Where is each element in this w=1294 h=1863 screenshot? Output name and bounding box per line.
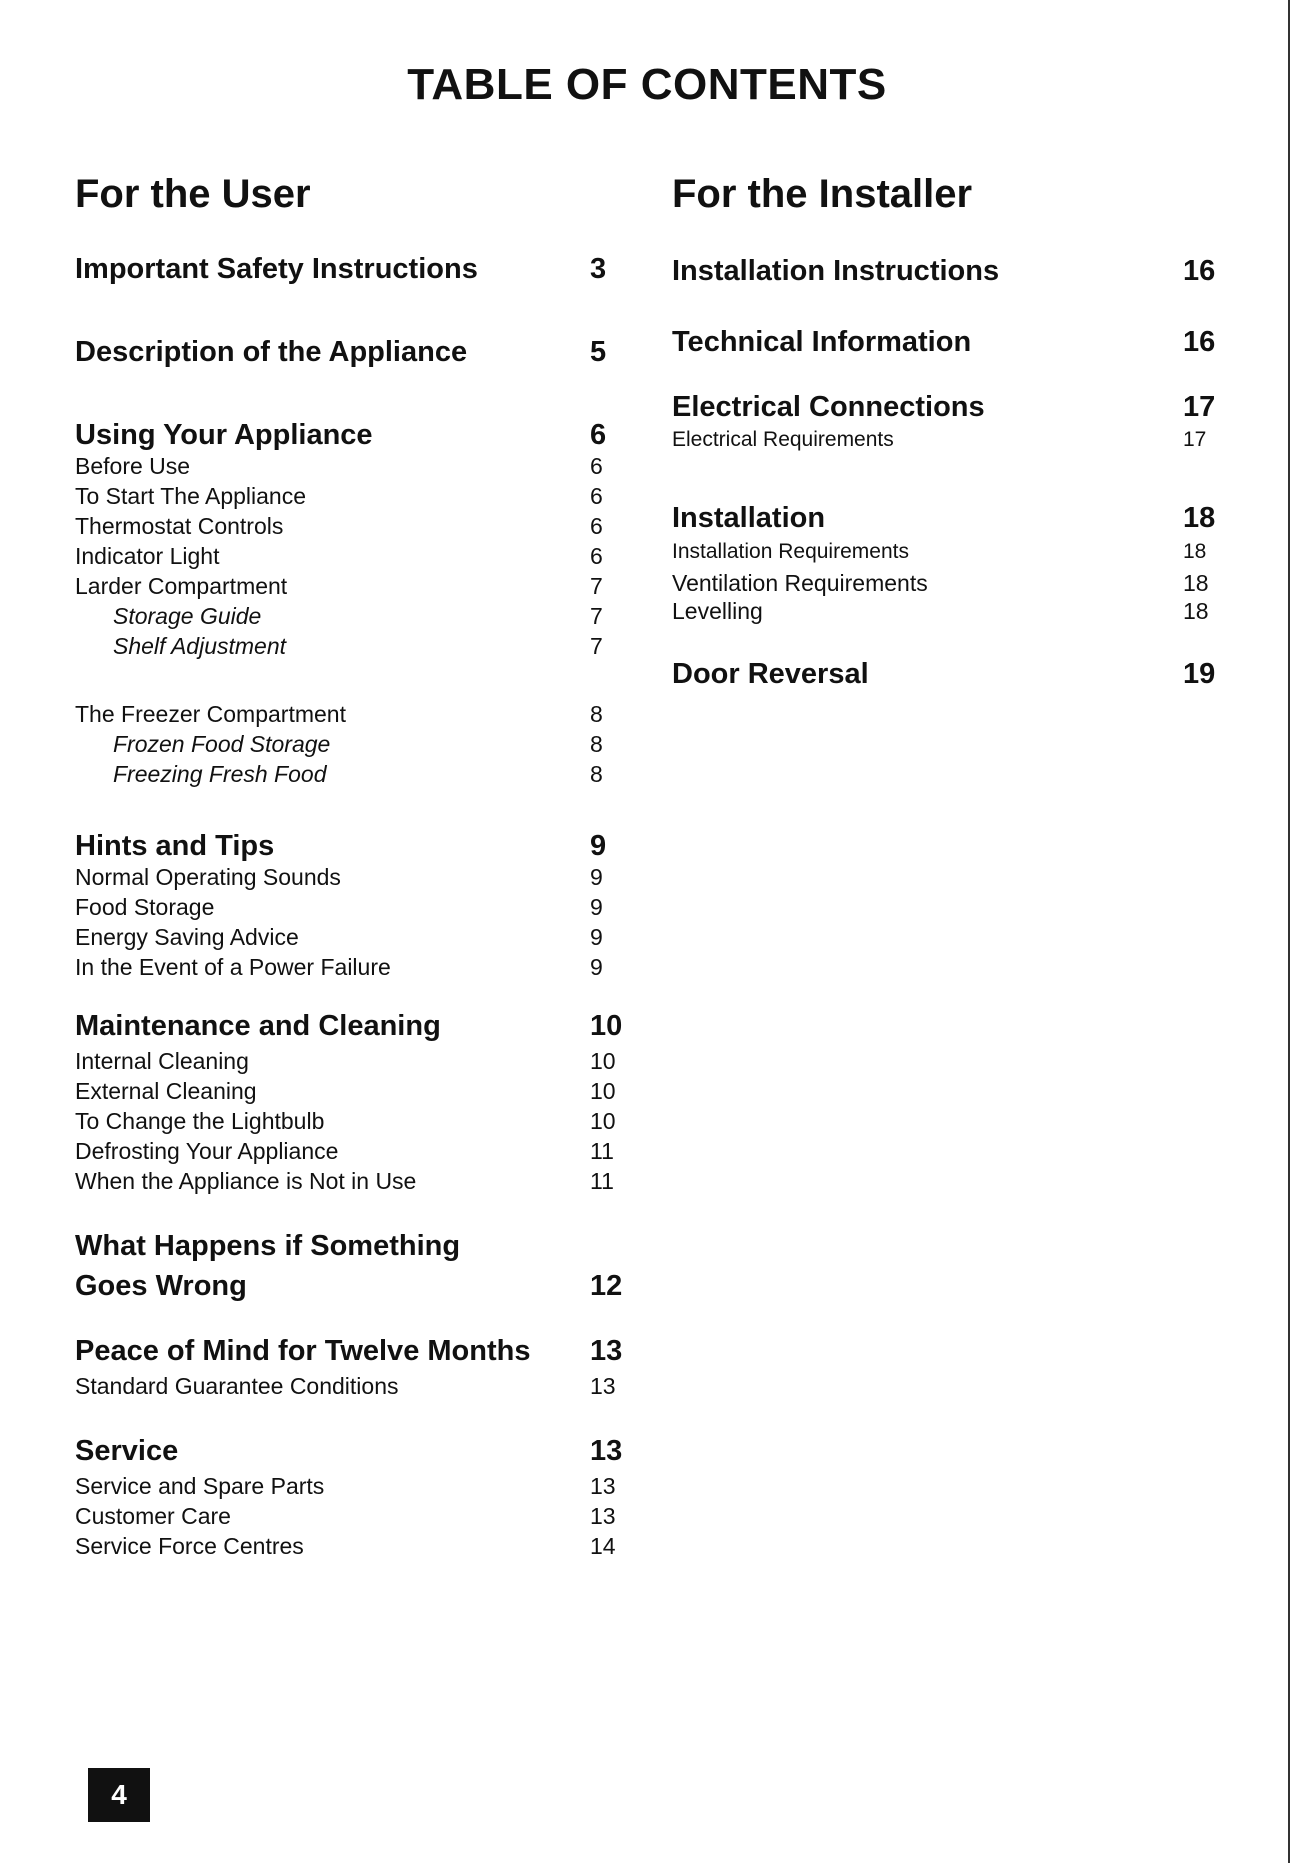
user-toc-entry-page: 9: [590, 894, 603, 920]
user-toc-entry-label: Using Your Appliance: [75, 419, 373, 451]
user-toc-entry-label: Internal Cleaning: [75, 1048, 249, 1074]
user-toc-entry-page: 5: [590, 336, 607, 368]
user-toc-entry-page: 10: [590, 1048, 616, 1074]
user-toc-entry: [113, 633, 650, 669]
installer-toc-entry-label: Installation Instructions: [672, 255, 1000, 287]
user-toc-entry-label: What Happens if Something: [75, 1230, 461, 1262]
user-toc-entry-page: 6: [590, 513, 603, 539]
user-toc-entry-page: 6: [590, 453, 603, 479]
user-toc-entry-label: Customer Care: [75, 1503, 231, 1529]
user-toc-entry: [75, 336, 650, 372]
page-edge-line: [1288, 0, 1290, 1863]
user-toc-entry: [75, 1230, 650, 1266]
installer-toc-entry: [672, 391, 1223, 427]
installer-toc-entry-page: 18: [1183, 570, 1209, 596]
user-toc-entry: [75, 1373, 650, 1409]
user-toc-entry-label: Shelf Adjustment: [113, 633, 287, 659]
installer-toc-entry-label: Installation Requirements: [672, 540, 909, 563]
user-toc-entry-page: 7: [590, 603, 603, 629]
installer-toc-entry: [672, 598, 1223, 634]
installer-toc-entry-page: 16: [1183, 326, 1216, 358]
user-toc-entry-label: Standard Guarantee Conditions: [75, 1373, 399, 1399]
user-toc-entry: [75, 253, 650, 289]
user-toc-entry-label: Hints and Tips: [75, 830, 275, 862]
installer-toc-entry-page: 18: [1183, 502, 1216, 534]
user-toc-entry-page: 7: [590, 633, 603, 659]
user-toc-entry-label: Goes Wrong: [75, 1270, 247, 1302]
user-toc-entry: [113, 761, 650, 797]
user-toc-entry-page: 13: [590, 1473, 616, 1499]
user-toc-entry: [75, 1270, 650, 1306]
user-toc-entry-label: Frozen Food Storage: [113, 731, 331, 757]
user-toc-entry-label: Peace of Mind for Twelve Months: [75, 1335, 531, 1367]
user-toc-entry-page: 12: [590, 1270, 623, 1302]
user-toc-entry-page: 14: [590, 1533, 616, 1559]
user-toc-entry-page: 6: [590, 483, 603, 509]
user-toc-entry-page: 13: [590, 1435, 623, 1467]
user-toc-entry-page: 11: [590, 1168, 614, 1194]
user-toc-entry-page: 9: [590, 924, 603, 950]
user-toc-entry-label: External Cleaning: [75, 1078, 257, 1104]
installer-toc-entry-page: 19: [1183, 658, 1216, 690]
user-toc-entry-label: In the Event of a Power Failure: [75, 954, 391, 980]
user-toc-entry-page: 10: [590, 1078, 616, 1104]
user-toc-entry-page: 10: [590, 1010, 623, 1042]
user-toc-entry-page: 9: [590, 830, 607, 862]
user-toc-entry: [75, 954, 650, 990]
user-toc-entry-label: Energy Saving Advice: [75, 924, 299, 950]
user-toc-entry-label: Food Storage: [75, 894, 215, 920]
user-toc-entry-label: The Freezer Compartment: [75, 701, 346, 727]
user-toc-entry-label: Larder Compartment: [75, 573, 288, 599]
installer-toc-entry: [672, 502, 1223, 538]
user-toc-entry: [75, 419, 650, 455]
user-toc-entry-label: Important Safety Instructions: [75, 253, 478, 285]
installer-toc-entry-page: 17: [1183, 391, 1216, 423]
installer-toc-entry-label: Electrical Connections: [672, 391, 985, 423]
user-toc-entry-label: Indicator Light: [75, 543, 220, 569]
installer-toc-entry-label: Electrical Requirements: [672, 428, 894, 451]
user-toc-entry-page: 8: [590, 761, 603, 787]
installer-toc-entry: [672, 255, 1223, 291]
user-toc-entry-page: 3: [590, 253, 607, 285]
page-title: TABLE OF CONTENTS: [407, 60, 887, 109]
installer-toc-entry-page: 16: [1183, 255, 1216, 287]
user-toc-entry-label: Description of the Appliance: [75, 336, 468, 368]
user-toc-entry-label: Maintenance and Cleaning: [75, 1010, 441, 1042]
user-toc-entry-page: 7: [590, 573, 603, 599]
installer-toc-entry-page: 17: [1183, 428, 1207, 451]
installer-section-heading: For the Installer: [672, 172, 973, 216]
user-toc-entry-label: Defrosting Your Appliance: [75, 1138, 339, 1164]
user-toc-entry-label: Before Use: [75, 453, 191, 479]
user-toc-entry-page: 8: [590, 701, 603, 727]
user-toc-entry-page: 10: [590, 1108, 616, 1134]
installer-toc-entry-page: 18: [1183, 540, 1207, 563]
user-toc-entry-label: Service: [75, 1435, 179, 1467]
user-toc-entry-page: 6: [590, 543, 603, 569]
user-section-heading: For the User: [75, 172, 311, 216]
user-toc-entry-page: 11: [590, 1138, 614, 1164]
page-number-badge: 4: [88, 1768, 150, 1822]
user-toc-entry: [75, 1168, 650, 1204]
user-toc-entry-label: Service and Spare Parts: [75, 1473, 325, 1499]
user-toc-entry: [75, 1435, 650, 1471]
user-toc-entry-page: 9: [590, 954, 603, 980]
user-toc-entry-page: 13: [590, 1335, 623, 1367]
user-toc-entry-label: To Change the Lightbulb: [75, 1108, 325, 1134]
user-toc-entry: [75, 830, 650, 866]
user-toc-entry-label: Thermostat Controls: [75, 513, 284, 539]
user-toc-entry-label: Freezing Fresh Food: [113, 761, 327, 787]
user-toc-entry-page: 8: [590, 731, 603, 757]
user-toc-entry-page: 9: [590, 864, 603, 890]
installer-toc-entry-page: 18: [1183, 598, 1209, 624]
installer-toc-entry-label: Installation: [672, 502, 826, 534]
user-toc-entry-page: 13: [590, 1373, 616, 1399]
user-toc-entry-page: 6: [590, 419, 607, 451]
installer-toc-entry-label: Door Reversal: [672, 658, 869, 690]
installer-toc-entry-label: Ventilation Requirements: [672, 570, 928, 596]
user-toc-entry-label: Storage Guide: [113, 603, 262, 629]
user-toc-entry-label: When the Appliance is Not in Use: [75, 1168, 417, 1194]
user-toc-entry: [75, 1010, 650, 1046]
user-toc-entry: [75, 1335, 650, 1371]
installer-toc-entry: [672, 326, 1223, 362]
installer-toc-entry-label: Technical Information: [672, 326, 972, 358]
installer-toc-entry-label: Levelling: [672, 598, 763, 624]
user-toc-entry: [75, 1533, 650, 1569]
user-toc-entry-label: To Start The Appliance: [75, 483, 306, 509]
installer-toc-entry: [672, 428, 1223, 464]
user-toc-entry-label: Normal Operating Sounds: [75, 864, 341, 890]
user-toc-entry-label: Service Force Centres: [75, 1533, 304, 1559]
user-toc-entry-page: 13: [590, 1503, 616, 1529]
installer-toc-entry: [672, 658, 1223, 694]
